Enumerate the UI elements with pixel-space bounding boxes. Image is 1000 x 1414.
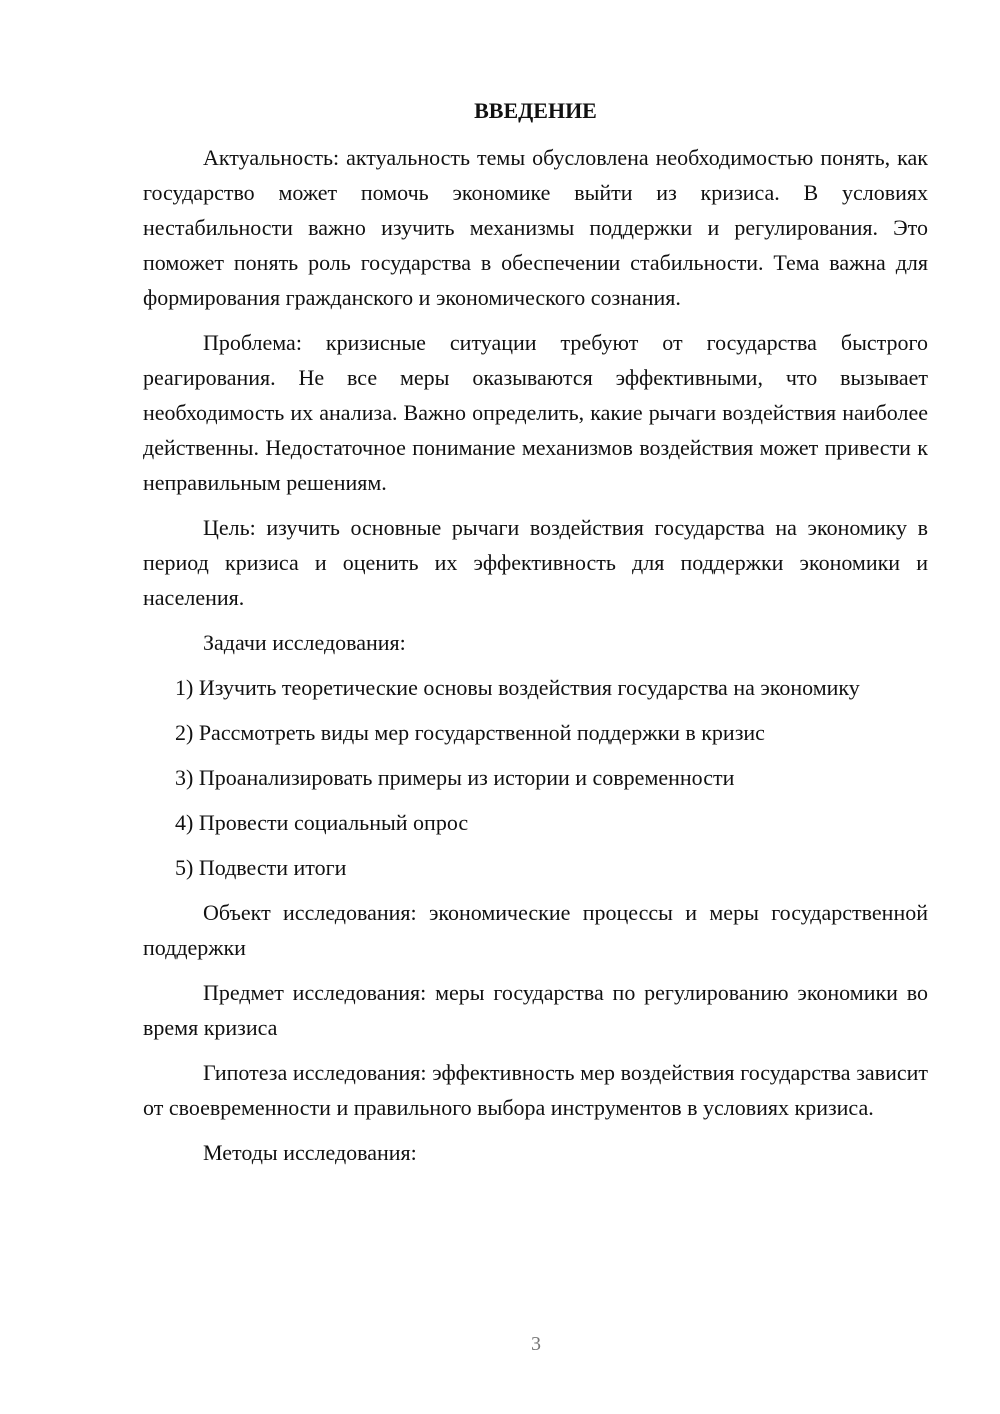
relevance-paragraph: Актуальность: актуальность темы обусловлена необходимостью понять, как государство может помочь экономике выйти из кризиса. В условиях нестабильности важно изучить механизмы поддержки и регулирования. Это поможет понять роль государства в обеспечении стабильности. Тема важна для формирования гражданского и экономического сознания. <box>143 145 928 310</box>
problem-paragraph: Проблема: кризисные ситуации требуют от государства быстрого реагирования. Не все меры оказываются эффективными, что вызывает необходимость их анализа. Важно определить, какие рычаги воздействия наиболее действенны. Недостаточное понимание механизмов воздействия может привести к неправильным решениям. <box>143 330 928 495</box>
hypothesis-paragraph: Гипотеза исследования: эффективность мер воздействия государства зависит от своевременности и правильного выбора инструментов в условиях кризиса. <box>143 1060 928 1120</box>
object-paragraph: Объект исследования: экономические процессы и меры государственной поддержки <box>143 900 928 960</box>
task-item-4: 4) Провести социальный опрос <box>175 810 469 835</box>
document-page <box>143 96 928 1180</box>
goal-paragraph: Цель: изучить основные рычаги воздействия государства на экономику в период кризиса и оценить их эффективность для поддержки экономики и населения. <box>143 515 928 610</box>
task-item-3: 3) Проанализировать примеры из истории и современности <box>175 765 735 790</box>
methods-heading: Методы исследования: <box>203 1140 417 1165</box>
page-number: 3 <box>531 1333 541 1355</box>
task-item-2: 2) Рассмотреть виды мер государственной поддержки в кризис <box>175 720 765 745</box>
page-title: ВВЕДЕНИЕ <box>474 98 597 123</box>
subject-paragraph: Предмет исследования: меры государства по регулированию экономики во время кризиса <box>143 980 928 1040</box>
tasks-heading: Задачи исследования: <box>203 630 406 655</box>
task-item-1: 1) Изучить теоретические основы воздействия государства на экономику <box>175 675 860 700</box>
task-item-5: 5) Подвести итоги <box>175 855 347 880</box>
